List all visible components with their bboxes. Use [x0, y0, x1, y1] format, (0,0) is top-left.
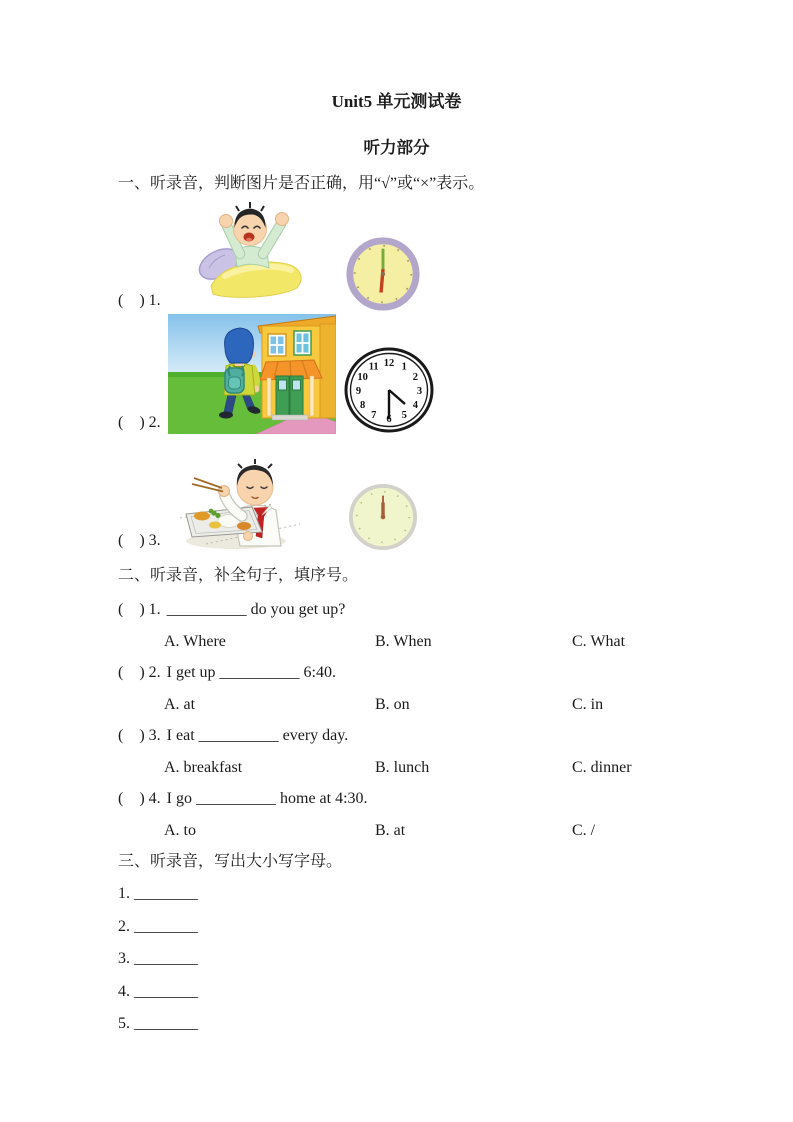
svg-text:11: 11 [368, 361, 379, 373]
part3-blanks [118, 878, 693, 1041]
boy-waking-illustration [195, 198, 307, 304]
option-c: C. dinner [572, 758, 632, 776]
option-b: B. at [375, 821, 406, 839]
svg-text:6: 6 [386, 413, 392, 425]
question-1-options [118, 626, 693, 658]
svg-text:12: 12 [383, 357, 395, 369]
clock-6-00-icon [345, 236, 421, 312]
question-text: I eat __________ every day. [166, 727, 349, 744]
option-b: B. When [375, 632, 432, 650]
question-2-options [118, 689, 693, 721]
option-b: B. on [375, 695, 410, 713]
question-4-options [118, 815, 693, 847]
part2-heading: 二、听录音，补全句子，填序号。 [118, 567, 359, 584]
part1-heading: 一、听录音，判断图片是否正确，用“√”或“×”表示。 [118, 175, 485, 192]
svg-text:4: 4 [412, 399, 419, 411]
part2-questions [118, 594, 693, 846]
clock-4-30-icon [343, 346, 435, 434]
option-c: C. / [572, 821, 596, 839]
svg-text:8: 8 [359, 399, 366, 411]
letter-blank-3: 3. ________ [118, 950, 198, 967]
answer-blank-label-3: ( ) 3. [118, 532, 161, 549]
answer-blank-label: ( ) 3. [118, 727, 161, 744]
option-c: C. in [572, 695, 604, 713]
answer-blank-label-1: ( ) 1. [118, 292, 161, 309]
option-b: B. lunch [375, 758, 430, 776]
section-subtitle: 听力部分 [363, 138, 430, 157]
svg-text:1: 1 [401, 361, 407, 373]
listening-item-1 [118, 198, 693, 312]
page-title: Unit5 单元测试卷 [331, 92, 462, 111]
question-3-options [118, 752, 693, 784]
boy-eating-illustration [178, 454, 304, 551]
svg-text:2: 2 [412, 371, 419, 383]
question-text: __________ do you get up? [166, 601, 346, 618]
answer-blank-label: ( ) 2. [118, 664, 161, 681]
question-text: I get up __________ 6:40. [166, 664, 336, 681]
question-2 [118, 657, 693, 689]
question-1 [118, 594, 693, 626]
walking-to-school-illustration [168, 314, 336, 434]
listening-item-3 [118, 454, 693, 552]
option-a: A. Where [164, 632, 226, 650]
option-a: A. at [164, 695, 196, 713]
answer-blank-label-2: ( ) 2. [118, 414, 161, 431]
question-4 [118, 783, 693, 815]
letter-blank-5: 5. ________ [118, 1015, 198, 1032]
clock-12-00-icon [347, 482, 419, 552]
option-a: A. breakfast [164, 758, 243, 776]
svg-text:9: 9 [355, 385, 362, 397]
option-c: C. What [572, 632, 626, 650]
question-text: I go __________ home at 4:30. [166, 790, 368, 807]
letter-blank-4: 4. ________ [118, 982, 198, 1000]
svg-text:5: 5 [401, 410, 407, 421]
question-3 [118, 720, 693, 752]
svg-text:10: 10 [357, 371, 368, 383]
svg-text:3: 3 [416, 385, 423, 397]
option-a: A. to [164, 821, 196, 839]
answer-blank-label: ( ) 1. [118, 601, 161, 618]
letter-blank-2: 2. ________ [118, 917, 198, 935]
part3-heading: 三、听录音，写出大小写字母。 [118, 853, 343, 870]
listening-item-2 [118, 314, 693, 434]
svg-text:7: 7 [371, 410, 377, 421]
letter-blank-1: 1. ________ [118, 885, 198, 902]
answer-blank-label: ( ) 4. [118, 790, 161, 807]
